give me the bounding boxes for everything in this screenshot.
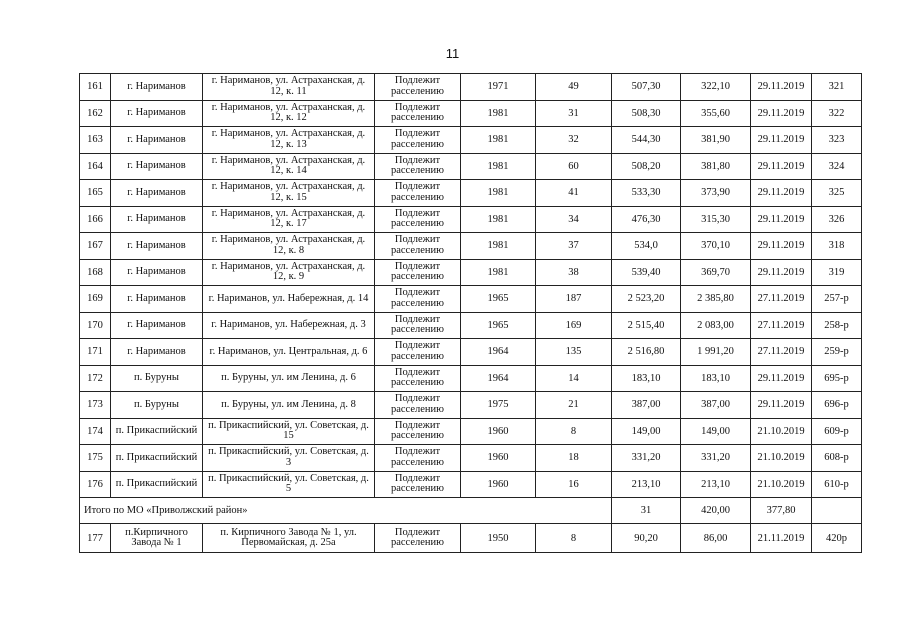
year-cell: 1981 [461,127,536,154]
residents-cell: 14 [536,365,612,392]
status-cell: Подлежит расселению [375,339,461,366]
residents-cell: 21 [536,392,612,419]
date-cell: 27.11.2019 [751,286,812,313]
total-residents: 31 [612,498,681,524]
year-cell: 1965 [461,312,536,339]
table-row [80,100,862,127]
settlement-cell: п.Кирпичного Завода № 1 [111,524,203,553]
settlement-cell: г. Нариманов [111,74,203,101]
total-area-living: 377,80 [751,498,812,524]
row-number: 166 [80,206,111,233]
address-cell: г. Нариманов, ул. Астраханская, д. 12, к. 8 [203,233,375,260]
area-living-cell: 149,00 [681,418,751,445]
date-cell: 29.11.2019 [751,74,812,101]
table-body [80,74,862,553]
residents-cell: 18 [536,445,612,472]
table-row [80,524,862,553]
area-total-cell: 544,30 [612,127,681,154]
doc-number-cell: 326 [812,206,862,233]
residents-cell: 8 [536,524,612,553]
residents-cell: 38 [536,259,612,286]
year-cell: 1965 [461,286,536,313]
date-cell: 29.11.2019 [751,365,812,392]
row-number: 175 [80,445,111,472]
area-total-cell: 534,0 [612,233,681,260]
table-row [80,206,862,233]
address-cell: п. Прикаспийский, ул. Советская, д. 15 [203,418,375,445]
area-living-cell: 2 385,80 [681,286,751,313]
doc-number-cell: 259-р [812,339,862,366]
status-cell: Подлежит расселению [375,259,461,286]
table-row [80,471,862,498]
status-cell: Подлежит расселению [375,524,461,553]
housing-registry-table [79,73,862,553]
year-cell: 1981 [461,153,536,180]
date-cell: 29.11.2019 [751,233,812,260]
area-living-cell: 370,10 [681,233,751,260]
settlement-cell: г. Нариманов [111,153,203,180]
doc-number-cell: 608-р [812,445,862,472]
row-number: 168 [80,259,111,286]
table-row [80,312,862,339]
address-cell: п. Прикаспийский, ул. Советская, д. 3 [203,445,375,472]
address-cell: г. Нариманов, ул. Набережная, д. 14 [203,286,375,313]
status-cell: Подлежит расселению [375,127,461,154]
date-cell: 29.11.2019 [751,127,812,154]
status-cell: Подлежит расселению [375,471,461,498]
status-cell: Подлежит расселению [375,100,461,127]
status-cell: Подлежит расселению [375,418,461,445]
row-number: 164 [80,153,111,180]
year-cell: 1964 [461,339,536,366]
area-total-cell: 539,40 [612,259,681,286]
area-total-cell: 149,00 [612,418,681,445]
residents-cell: 169 [536,312,612,339]
area-total-cell: 387,00 [612,392,681,419]
doc-number-cell: 610-р [812,471,862,498]
address-cell: г. Нариманов, ул. Астраханская, д. 12, к. 13 [203,127,375,154]
area-total-cell: 331,20 [612,445,681,472]
status-cell: Подлежит расселению [375,445,461,472]
year-cell: 1981 [461,180,536,207]
area-total-cell: 508,30 [612,100,681,127]
area-living-cell: 86,00 [681,524,751,553]
settlement-cell: г. Нариманов [111,100,203,127]
doc-number-cell: 257-р [812,286,862,313]
date-cell: 29.11.2019 [751,259,812,286]
date-cell: 29.11.2019 [751,180,812,207]
table-row [80,392,862,419]
table-row [80,127,862,154]
date-cell: 29.11.2019 [751,392,812,419]
doc-number-cell: 318 [812,233,862,260]
address-cell: г. Нариманов, ул. Центральная, д. 6 [203,339,375,366]
residents-cell: 187 [536,286,612,313]
settlement-cell: г. Нариманов [111,339,203,366]
settlement-cell: п. Прикаспийский [111,471,203,498]
residents-cell: 135 [536,339,612,366]
page-number: 11 [445,46,460,61]
date-cell: 21.11.2019 [751,524,812,553]
total-empty-cell [812,498,862,524]
doc-number-cell: 322 [812,100,862,127]
area-total-cell: 476,30 [612,206,681,233]
table-row [80,153,862,180]
year-cell: 1964 [461,365,536,392]
residents-cell: 34 [536,206,612,233]
doc-number-cell: 323 [812,127,862,154]
doc-number-cell: 258-р [812,312,862,339]
residents-cell: 31 [536,100,612,127]
doc-number-cell: 319 [812,259,862,286]
area-living-cell: 373,90 [681,180,751,207]
area-total-cell: 213,10 [612,471,681,498]
table-row [80,445,862,472]
settlement-cell: п. Буруны [111,365,203,392]
year-cell: 1981 [461,259,536,286]
row-number: 165 [80,180,111,207]
settlement-cell: г. Нариманов [111,127,203,154]
row-number: 162 [80,100,111,127]
doc-number-cell: 420р [812,524,862,553]
row-number: 173 [80,392,111,419]
date-cell: 29.11.2019 [751,100,812,127]
address-cell: г. Нариманов, ул. Астраханская, д. 12, к. 17 [203,206,375,233]
area-total-cell: 183,10 [612,365,681,392]
residents-cell: 37 [536,233,612,260]
date-cell: 21.10.2019 [751,418,812,445]
area-total-cell: 90,20 [612,524,681,553]
row-number: 170 [80,312,111,339]
total-area-total: 420,00 [681,498,751,524]
table-row [80,339,862,366]
residents-cell: 32 [536,127,612,154]
area-living-cell: 387,00 [681,392,751,419]
area-total-cell: 2 516,80 [612,339,681,366]
table-row [80,74,862,101]
status-cell: Подлежит расселению [375,365,461,392]
address-cell: п. Буруны, ул. им Ленина, д. 6 [203,365,375,392]
table-row [80,180,862,207]
year-cell: 1960 [461,418,536,445]
date-cell: 29.11.2019 [751,206,812,233]
residents-cell: 16 [536,471,612,498]
row-number: 174 [80,418,111,445]
year-cell: 1975 [461,392,536,419]
table-row [80,259,862,286]
settlement-cell: г. Нариманов [111,180,203,207]
area-living-cell: 315,30 [681,206,751,233]
year-cell: 1981 [461,100,536,127]
year-cell: 1981 [461,233,536,260]
total-label: Итого по МО «Приволжский район» [80,498,612,524]
address-cell: г. Нариманов, ул. Набережная, д. 3 [203,312,375,339]
doc-number-cell: 324 [812,153,862,180]
status-cell: Подлежит расселению [375,392,461,419]
address-cell: г. Нариманов, ул. Астраханская, д. 12, к. 11 [203,74,375,101]
area-living-cell: 331,20 [681,445,751,472]
doc-number-cell: 321 [812,74,862,101]
table-row [80,365,862,392]
address-cell: г. Нариманов, ул. Астраханская, д. 12, к. 12 [203,100,375,127]
doc-number-cell: 325 [812,180,862,207]
date-cell: 21.10.2019 [751,445,812,472]
residents-cell: 8 [536,418,612,445]
table-row [80,286,862,313]
row-number: 167 [80,233,111,260]
address-cell: г. Нариманов, ул. Астраханская, д. 12, к. 14 [203,153,375,180]
year-cell: 1950 [461,524,536,553]
status-cell: Подлежит расселению [375,180,461,207]
row-number: 172 [80,365,111,392]
area-total-cell: 2 515,40 [612,312,681,339]
address-cell: г. Нариманов, ул. Астраханская, д. 12, к. 15 [203,180,375,207]
area-living-cell: 381,90 [681,127,751,154]
doc-number-cell: 695-р [812,365,862,392]
year-cell: 1971 [461,74,536,101]
row-number: 161 [80,74,111,101]
date-cell: 21.10.2019 [751,471,812,498]
area-living-cell: 322,10 [681,74,751,101]
address-cell: п. Кирпичного Завода № 1, ул. Первомайская, д. 25а [203,524,375,553]
area-living-cell: 381,80 [681,153,751,180]
year-cell: 1960 [461,445,536,472]
row-number: 177 [80,524,111,553]
residents-cell: 49 [536,74,612,101]
status-cell: Подлежит расселению [375,286,461,313]
status-cell: Подлежит расселению [375,74,461,101]
address-cell: п. Буруны, ул. им Ленина, д. 8 [203,392,375,419]
residents-cell: 60 [536,153,612,180]
row-number: 169 [80,286,111,313]
status-cell: Подлежит расселению [375,153,461,180]
doc-number-cell: 609-р [812,418,862,445]
date-cell: 27.11.2019 [751,339,812,366]
address-cell: г. Нариманов, ул. Астраханская, д. 12, к. 9 [203,259,375,286]
area-living-cell: 355,60 [681,100,751,127]
row-number: 163 [80,127,111,154]
settlement-cell: г. Нариманов [111,312,203,339]
date-cell: 29.11.2019 [751,153,812,180]
area-total-cell: 508,20 [612,153,681,180]
settlement-cell: п. Прикаспийский [111,445,203,472]
address-cell: п. Прикаспийский, ул. Советская, д. 5 [203,471,375,498]
settlement-cell: п. Прикаспийский [111,418,203,445]
area-living-cell: 1 991,20 [681,339,751,366]
year-cell: 1981 [461,206,536,233]
doc-number-cell: 696-р [812,392,862,419]
area-living-cell: 183,10 [681,365,751,392]
area-total-cell: 2 523,20 [612,286,681,313]
area-total-cell: 507,30 [612,74,681,101]
table-row [80,233,862,260]
residents-cell: 41 [536,180,612,207]
row-number: 176 [80,471,111,498]
table-row [80,418,862,445]
total-row [80,498,862,524]
status-cell: Подлежит расселению [375,312,461,339]
area-living-cell: 2 083,00 [681,312,751,339]
settlement-cell: п. Буруны [111,392,203,419]
status-cell: Подлежит расселению [375,206,461,233]
row-number: 171 [80,339,111,366]
date-cell: 27.11.2019 [751,312,812,339]
settlement-cell: г. Нариманов [111,286,203,313]
settlement-cell: г. Нариманов [111,206,203,233]
status-cell: Подлежит расселению [375,233,461,260]
area-living-cell: 369,70 [681,259,751,286]
settlement-cell: г. Нариманов [111,233,203,260]
area-total-cell: 533,30 [612,180,681,207]
settlement-cell: г. Нариманов [111,259,203,286]
year-cell: 1960 [461,471,536,498]
area-living-cell: 213,10 [681,471,751,498]
